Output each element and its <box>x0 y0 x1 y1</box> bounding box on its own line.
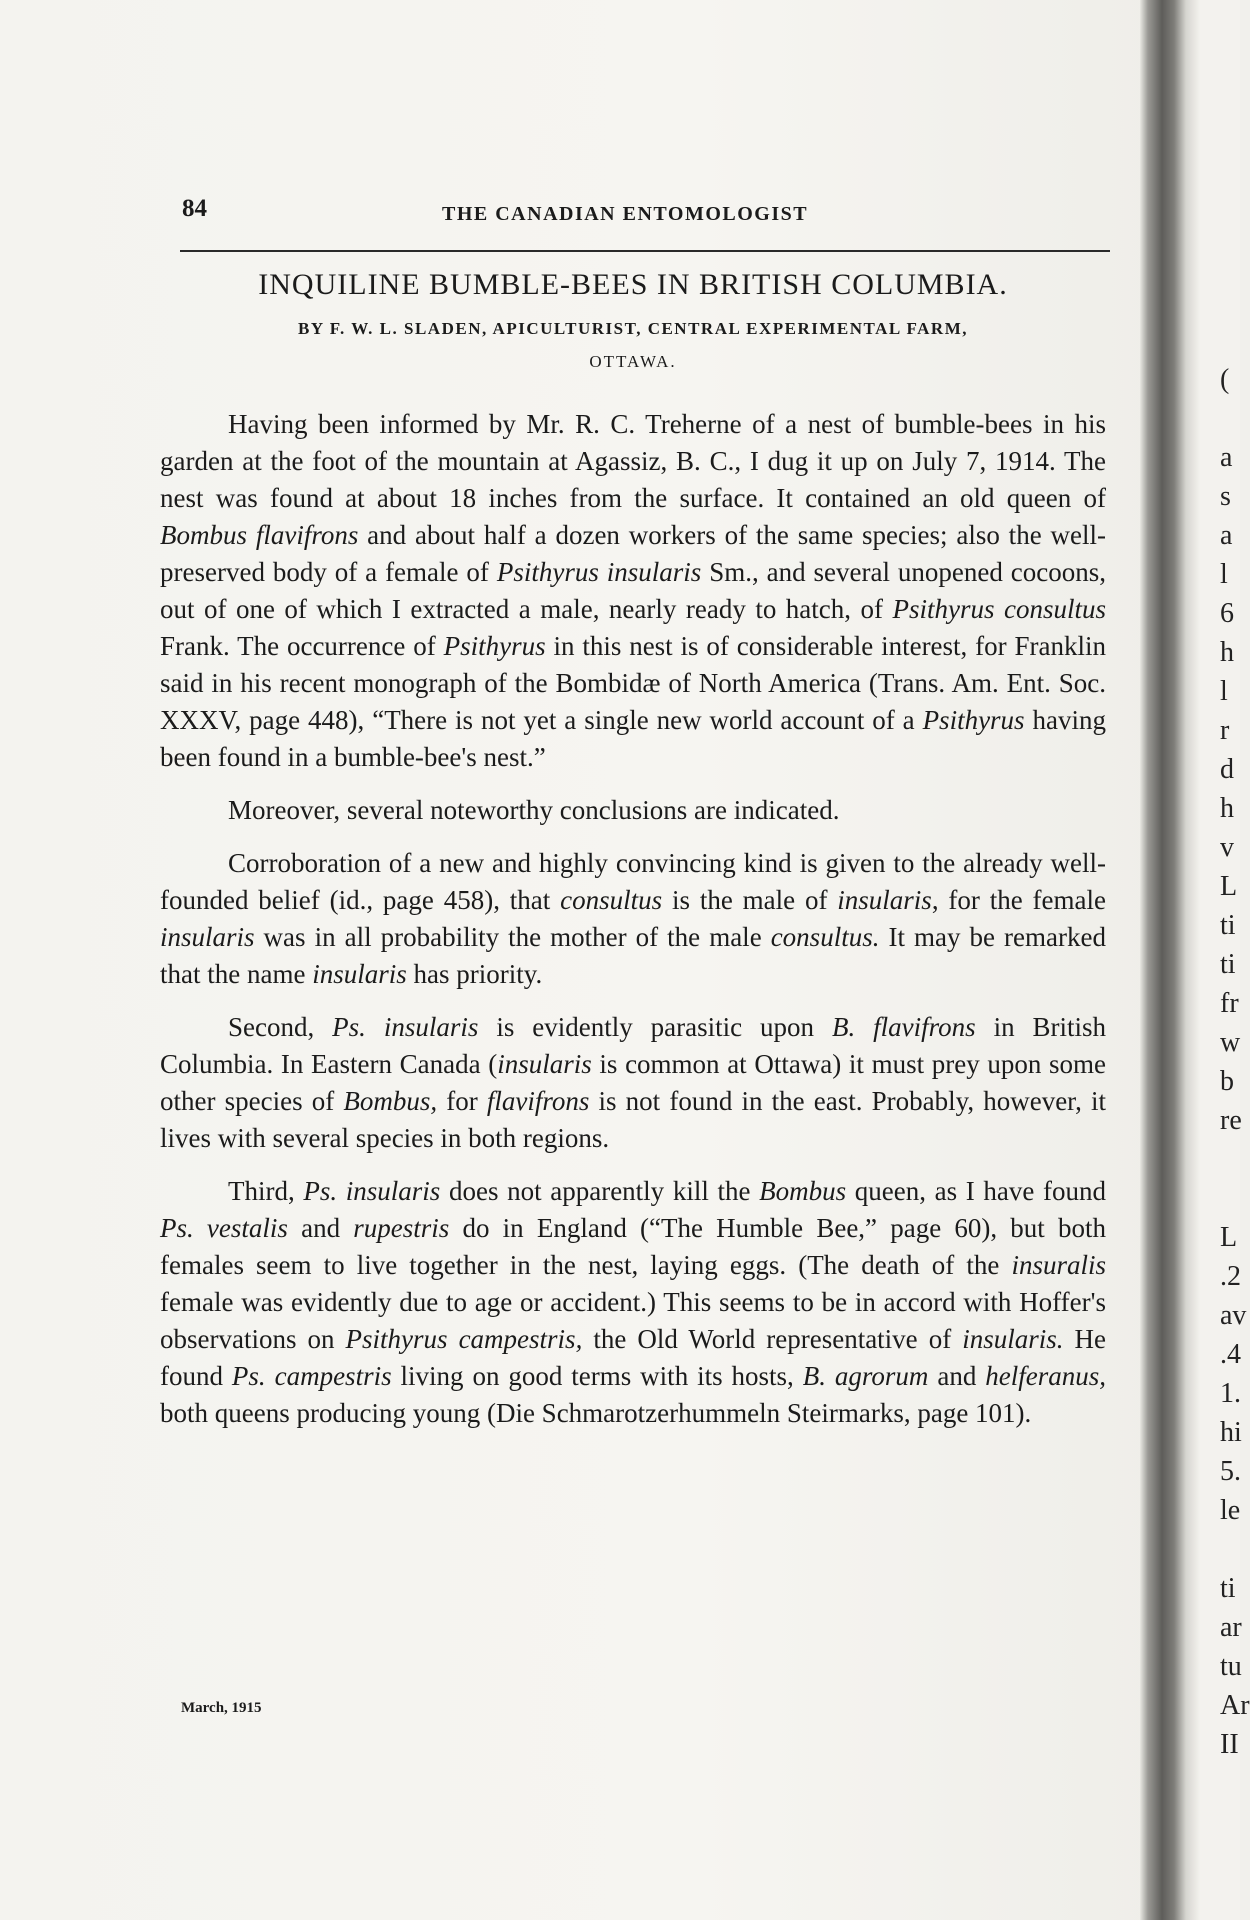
adjacent-page-line: ti <box>1220 949 1236 980</box>
adjacent-page-line: a <box>1220 520 1233 551</box>
adjacent-page-line: .2 <box>1220 1261 1241 1292</box>
adjacent-page-line: ar <box>1220 1612 1242 1643</box>
adjacent-page-line: II <box>1220 1729 1239 1760</box>
adjacent-page-fragment <box>1220 360 1250 1760</box>
adjacent-page-line: v <box>1220 832 1234 863</box>
adjacent-page-line: l <box>1220 559 1228 590</box>
adjacent-page-line: L <box>1220 1222 1238 1253</box>
adjacent-page-line: .4 <box>1220 1339 1241 1370</box>
adjacent-page-line: w <box>1220 1027 1241 1058</box>
adjacent-page-line: re <box>1220 1105 1242 1136</box>
adjacent-page-line: 1. <box>1220 1378 1241 1409</box>
adjacent-page-line: tu <box>1220 1651 1242 1682</box>
adjacent-page-line: ti <box>1220 1573 1236 1604</box>
adjacent-page-line <box>1220 1530 1240 1569</box>
paragraph-2: Moreover, several noteworthy conclusions are indicated. <box>228 795 840 825</box>
article-body <box>160 262 1106 1448</box>
adjacent-page-line: av <box>1220 1300 1247 1331</box>
adjacent-page-line: ti <box>1220 910 1236 941</box>
paragraph-5: Third, Ps. insularis does not apparently kill the Bombus queen, as I have found Ps. vestalis and rupestris do in England (“The Humble Bee,” page 60), but both females seem to live together in the nest, laying eggs. (The death of the insuralis female was evidently due to age or accident.) This seems to be in accord with Hoffer's observations on Psithyrus campestris, the Old World representative of insularis. He found Ps. campestris living on good terms with its hosts, B. agrorum and helferanus, both queens producing young (Die Schmarotzerhummeln Steirmarks, page 101). <box>160 1176 1107 1428</box>
adjacent-page-line: r <box>1220 715 1230 746</box>
adjacent-page-line: 5. <box>1220 1456 1241 1487</box>
journal-title: THE CANADIAN ENTOMOLOGIST <box>442 203 809 225</box>
paragraph-4: Second, Ps. insularis is evidently parasitic upon B. flavifrons in British Columbia. In Eastern Canada (insularis is common at Ottawa) it must prey upon some other species of Bombus, for flavifrons is not found in the east. Probably, however, it lives with several species in both regions. <box>160 1012 1107 1153</box>
byline-text: BY F. W. L. SLADEN, APICULTURIST, CENTRAL EXPERIMENTAL FARM, <box>297 319 968 338</box>
adjacent-page-line: l <box>1220 676 1228 707</box>
paragraph-3: Corroboration of a new and highly convincing kind is given to the already well-founded belief (id., page 458), that consultus is the male of insularis, for the female insularis was in all probability the mother of the male consultus. It may be remarked that the name insularis has priority. <box>160 848 1106 989</box>
adjacent-page-line: h <box>1220 637 1234 668</box>
adjacent-page-line <box>1220 1179 1240 1218</box>
adjacent-page-line: d <box>1220 754 1234 785</box>
paragraph-1: Having been informed by Mr. R. C. Treherne of a nest of bumble-bees in his garden at the foot of the mountain at Agassiz, B. C., I dug it up on July 7, 1914. The nest was found at about 18 inches from the surface. It contained an old queen of Bombus flavifrons and about half a dozen workers of the same species; also the well-preserved body of a female of Psithyrus insularis Sm., and several unopened cocoons, out of one of which I extracted a male, nearly ready to hatch, of Psithyrus consultus Frank. The occurrence of Psithyrus in this nest is of considerable interest, for Franklin said in his recent monograph of the Bombidæ of North America (Trans. Am. Ent. Soc. XXXV, page 448), “There is not yet a single new world account of a Psithyrus having been found in a bumble-bee's nest.” <box>160 409 1107 772</box>
adjacent-page-line: fr <box>1220 988 1239 1019</box>
adjacent-page-line: b <box>1220 1066 1234 1097</box>
adjacent-page-line: h <box>1220 793 1234 824</box>
adjacent-page-line: 6 <box>1220 598 1234 629</box>
article-title: INQUILINE BUMBLE-BEES IN BRITISH COLUMBIA. <box>258 268 1008 301</box>
adjacent-page-line: hi <box>1220 1417 1242 1448</box>
running-header <box>182 195 1112 235</box>
adjacent-page-line: s <box>1220 481 1231 512</box>
header-rule <box>180 250 1110 252</box>
author-byline <box>160 312 1106 378</box>
byline-place: OTTAWA. <box>589 352 677 371</box>
adjacent-page-line: le <box>1220 1495 1241 1526</box>
page-number: 84 <box>182 195 207 222</box>
adjacent-page-line: L <box>1220 871 1238 902</box>
adjacent-page-line: Ar <box>1220 1690 1250 1721</box>
adjacent-page-line <box>1220 399 1240 438</box>
issue-dateline: March, 1915 <box>181 1700 262 1716</box>
adjacent-page-line <box>1220 1140 1240 1179</box>
adjacent-page-line: ( <box>1220 364 1230 395</box>
adjacent-page-line: a <box>1220 442 1233 473</box>
